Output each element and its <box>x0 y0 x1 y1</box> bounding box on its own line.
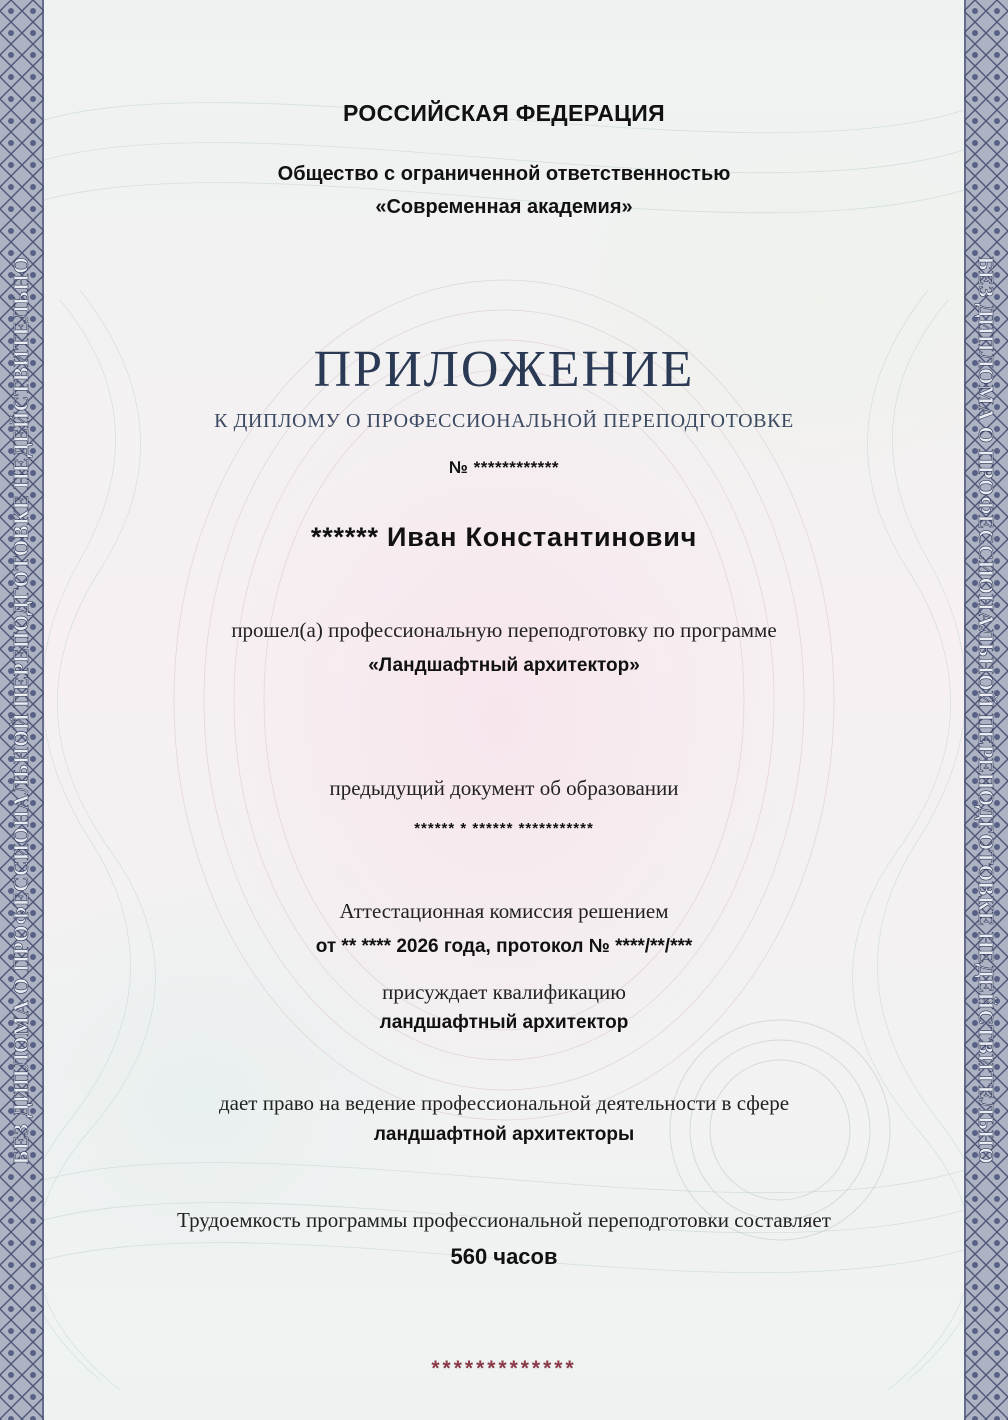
holder-full-name: ****** Иван Константинович <box>310 522 698 552</box>
document-number: № ************ <box>448 458 560 477</box>
commission-decision: от ** **** 2026 года, протокол № ****/**/*** <box>315 936 693 957</box>
organization-name: «Современная академия» <box>375 196 633 218</box>
organization-type: Общество с ограниченной ответственностью <box>277 163 731 185</box>
rights-text: дает право на ведение профессиональной деятельности в сфере <box>218 1091 790 1115</box>
qualification-text: присуждает квалификацию <box>382 980 626 1004</box>
left-border-caption <box>0 0 44 1420</box>
commission-text: Аттестационная комиссия решением <box>339 899 669 923</box>
workload-value: 560 часов <box>450 1244 558 1269</box>
left-border-text: БЕЗ ДИПЛОМА О ПРОФЕССИОНАЛЬНОЙ ПЕРЕПОДГОТОВКЕ НЕДЕЙСТВИТЕЛЬНО <box>9 256 34 1164</box>
document-subtitle: К ДИПЛОМУ О ПРОФЕССИОНАЛЬНОЙ ПЕРЕПОДГОТОВКЕ <box>214 410 794 432</box>
completed-program-text: прошел(а) профессиональную переподготовку по программе <box>231 618 777 642</box>
rights-field: ландшафтной архитекторы <box>373 1124 635 1145</box>
previous-document-value: ****** * ****** *********** <box>414 820 594 837</box>
footer-stars: ************* <box>431 1357 577 1380</box>
right-border-text: БЕЗ ДИПЛОМА О ПРОФЕССИОНАЛЬНОЙ ПЕРЕПОДГОТОВКЕ НЕДЕЙСТВИТЕЛЬНО <box>974 256 999 1164</box>
right-border-caption <box>964 0 1008 1420</box>
document-title: ПРИЛОЖЕНИЕ <box>313 341 695 398</box>
previous-document-label: предыдущий документ об образовании <box>329 776 679 800</box>
country-heading: РОССИЙСКАЯ ФЕДЕРАЦИЯ <box>343 100 665 126</box>
workload-text: Трудоемкость программы профессиональной переподготовки составляет <box>177 1208 831 1232</box>
program-name: «Ландшафтный архитектор» <box>368 655 640 676</box>
qualification-value: ландшафтный архитектор <box>379 1012 629 1033</box>
